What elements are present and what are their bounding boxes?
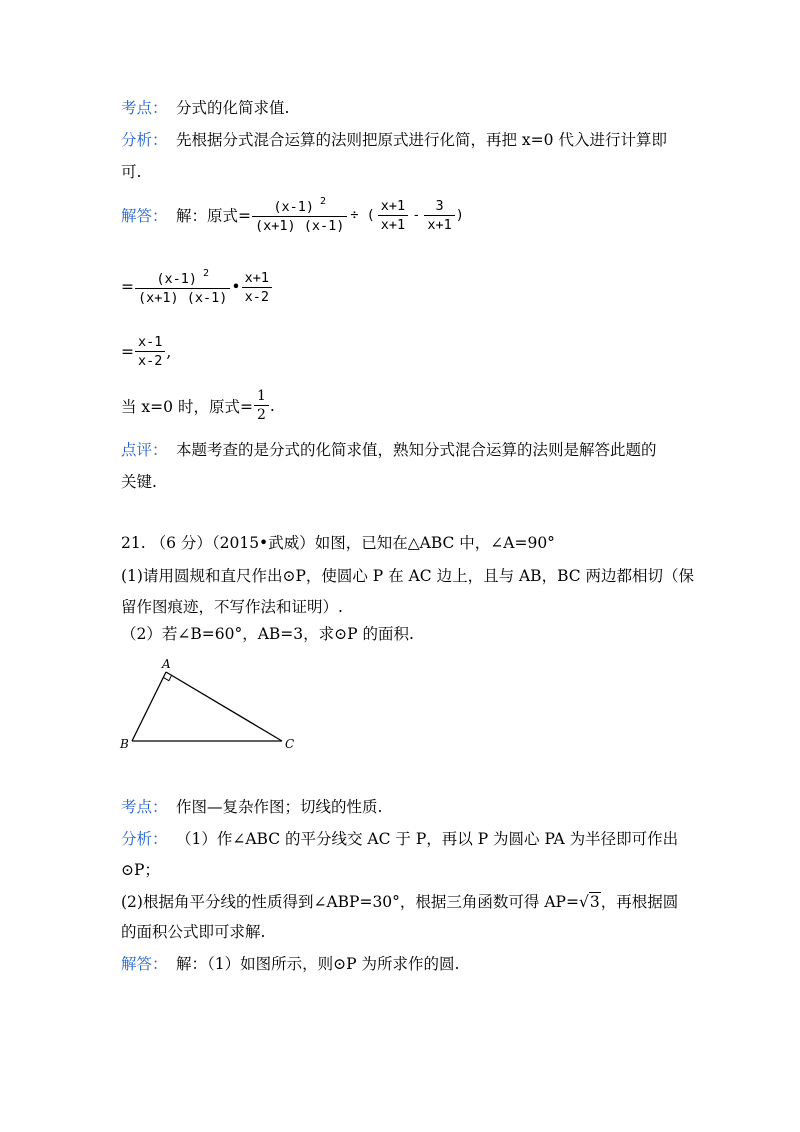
jieda-text-2: 解：（1）如图所示，则⊙P 为所求作的圆. [176, 955, 460, 973]
when-row [121, 388, 275, 423]
fenxi-row-1 [121, 129, 667, 151]
fraction-1-exponent: 2 [320, 196, 327, 207]
triangle-figure [110, 650, 310, 760]
fraction-6-numerator: x-1 [135, 334, 165, 352]
fraction-2-numerator: x+1 [378, 198, 408, 216]
fenxi2-text-line4: 的面积公式即可求解. [121, 923, 266, 941]
equals-sign-1: = [121, 278, 134, 296]
dianping-text-line1: 本题考查的是分式的化简求值，熟知分式混合运算的法则是解答此题的 [176, 441, 657, 459]
sqrt-expression [579, 891, 601, 913]
fraction-1 [252, 196, 347, 234]
fraction-3 [424, 198, 454, 233]
comma: , [166, 342, 172, 361]
kaodian-label: 考点： [121, 99, 168, 117]
fenxi2-text-line3-b: ，再根据圆 [600, 893, 679, 911]
dianping-label: 点评： [121, 441, 168, 459]
fenxi-text-line2: 可. [121, 163, 142, 181]
jieda-prefix: 解：原式= [176, 207, 251, 225]
fraction-5-numerator: x+1 [242, 270, 272, 288]
side-ac [166, 672, 282, 741]
when-text: 当 x=0 时，原式= [121, 397, 253, 416]
fraction-6 [135, 334, 165, 369]
fraction-3-numerator: 3 [424, 198, 454, 216]
kaodian-text: 分式的化简求值. [176, 99, 290, 117]
fraction-half [254, 388, 269, 423]
fenxi2-text-line3 [121, 891, 678, 913]
fenxi-label: 分析： [121, 131, 168, 149]
question-21-part1-line1: (1)请用圆规和直尺作出⊙P，使圆心 P 在 AC 边上，且与 AB，BC 两边都相切（保 [121, 567, 695, 585]
fraction-1-numerator: (x-1) [273, 199, 314, 215]
kaodian-row-1 [121, 97, 289, 119]
question-21-header: 21. （6 分）（2015•武威）如图，已知在△ABC 中，∠A=90° [121, 534, 555, 552]
fraction-4-exponent: 2 [203, 268, 210, 279]
divide-operator: ÷ ( [350, 207, 375, 223]
jieda-label: 解答： [121, 207, 168, 225]
vertex-label-c: C [285, 737, 295, 751]
step-row-2 [121, 268, 273, 306]
fenxi-row-2 [121, 828, 678, 850]
fraction-5 [242, 270, 272, 305]
fenxi2-text-line2: ⊙P； [121, 861, 160, 879]
fraction-3-denominator: x+1 [427, 216, 452, 233]
fenxi-label-2: 分析： [121, 830, 168, 848]
fenxi-text-line1: 先根据分式混合运算的法则把原式进行化简，再把 x=0 代入进行计算即 [176, 131, 667, 149]
fraction-4-denominator: (x+1) (x-1) [138, 290, 228, 306]
kaodian-label-2: 考点： [121, 798, 168, 816]
fraction-1-denominator: (x+1) (x-1) [255, 218, 345, 234]
sqrt-sign: √ [578, 893, 589, 911]
fenxi2-text-line1: （1）作∠ABC 的平分线交 AC 于 P，再以 P 为圆心 PA 为半径即可作出 [176, 830, 679, 848]
fraction-6-denominator: x-2 [138, 353, 163, 369]
fraction-4 [135, 268, 230, 306]
period: . [269, 396, 275, 415]
dianping-row-1 [121, 439, 657, 461]
fenxi2-text-line3-a: (2)根据角平分线的性质得到∠ABP=30°，根据三角函数可得 AP= [121, 893, 579, 911]
fraction-5-denominator: x-2 [244, 288, 269, 305]
fraction-half-numerator: 1 [254, 388, 269, 406]
close-paren: ) [455, 207, 464, 223]
jieda-label-2: 解答： [121, 955, 168, 973]
fraction-2-denominator: x+1 [380, 216, 406, 233]
equals-sign-2: = [121, 342, 134, 361]
dianping-text-line2: 关键. [121, 473, 157, 491]
vertex-label-b: B [120, 737, 129, 751]
sqrt-radicand: 3 [589, 893, 600, 911]
question-21-part2: （2）若∠B=60°，AB=3，求⊙P 的面积. [121, 625, 414, 643]
vertex-label-a: A [162, 657, 171, 671]
multiply-dot: • [231, 278, 241, 296]
step-row-3 [121, 334, 171, 369]
side-ab [132, 672, 166, 741]
jieda-row-1 [121, 196, 464, 234]
kaodian-row-2 [121, 796, 382, 818]
jieda-row-2 [121, 953, 459, 975]
fraction-2 [378, 198, 408, 233]
fraction-half-denominator: 2 [256, 407, 266, 423]
question-21-part1-line2: 留作图痕迹，不写作法和证明）. [121, 598, 343, 616]
fraction-4-numerator: (x-1) [156, 271, 197, 287]
minus-operator: - [412, 207, 421, 223]
kaodian-text-2: 作图—复杂作图；切线的性质. [176, 798, 383, 816]
